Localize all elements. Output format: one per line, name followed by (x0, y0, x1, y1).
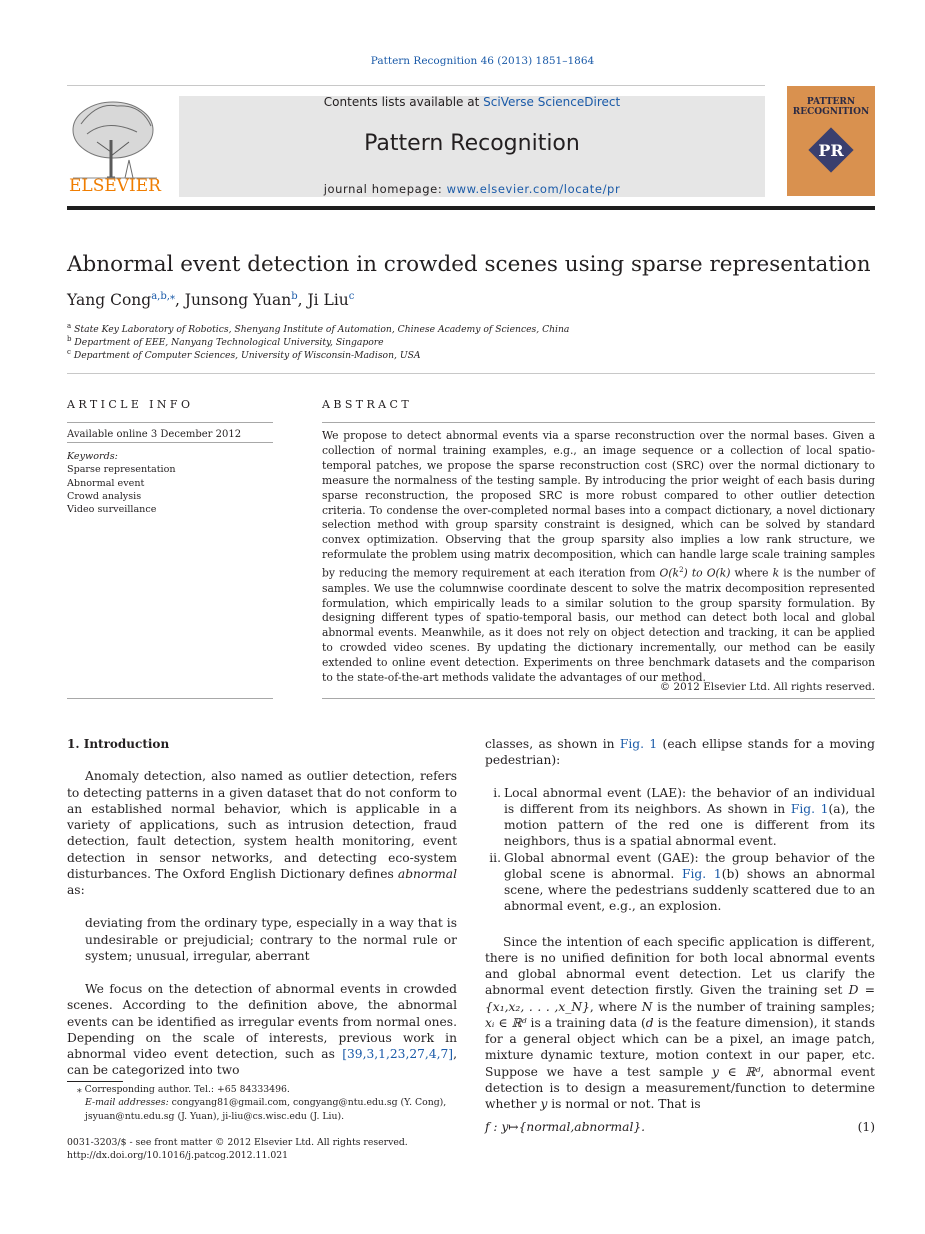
keywords-block (67, 450, 176, 516)
paragraph: Anomaly detection, also named as outlier detection, refers to detecting patterns in a given dataset that do not conform to an established normal behavior, which is applicable in a variety of applications, such as intrusion detection, fraud detection, fault detection, system health monitoring, event detection in sensor networks, and detecting eco-system disturbances. The Oxford English Dictionary defines abnormal as: (67, 769, 457, 897)
journal-cover (787, 86, 875, 196)
divider (67, 442, 273, 443)
header-divider (67, 85, 765, 86)
paragraph: classes, as shown in Fig. 1 (each ellipse stands for a moving pedestrian): (485, 737, 875, 768)
article-info-heading: ARTICLE INFO (67, 398, 194, 411)
list-number: ii. (489, 850, 501, 865)
author-list: Yang Cong$^{a,b,⁎}$, Junsong Yuan$^b$, Ji Liu$^c$ (67, 291, 355, 310)
email-addresses[interactable]: congyang81@gmail.com, congyang@ntu.edu.sg (Y. Cong), jsyuan@ntu.edu.sg (J. Yuan), ji-liu@cs.wisc.edu (J. Liu). (85, 1097, 447, 1122)
cover-emblem-icon (805, 124, 857, 176)
author-name[interactable]: Yang Cong (67, 291, 152, 310)
keyword: Sparse representation (67, 464, 176, 476)
citation-link[interactable]: [39,3,1,23,27,4,7] (342, 1047, 454, 1061)
divider (322, 698, 875, 699)
author-name[interactable]: Junsong Yuan (184, 291, 292, 310)
equation-1 (485, 1119, 875, 1135)
cover-title: PATTERN RECOGNITION (792, 97, 870, 117)
svg-text:PR: PR (818, 141, 844, 160)
paragraph: We focus on the detection of abnormal events in crowded scenes. According to the definition above, the abnormal events can be identified as irregular events from normal ones. Depending on the scale of interests, previous work in abnormal video event detection, such as [39,3,1,23,27,4,7], can be categorized into two (67, 982, 457, 1078)
divider (322, 422, 875, 423)
header-thick-rule (67, 206, 875, 210)
footnotes (67, 1083, 467, 1123)
author-name[interactable]: Ji Liu (307, 291, 349, 310)
doi-link[interactable]: http://dx.doi.org/10.1016/j.patcog.2012.11.021 (67, 1150, 289, 1162)
affiliation-divider (67, 373, 875, 374)
list-item: ii. Global abnormal event (GAE): the group behavior of the global scene is abnormal. Fig. 1(b) shows an abnormal scene, where the pedestrians suddenly scattered due to an abnormal event, e.g., an explosion. (485, 850, 875, 915)
body-column-right (485, 736, 875, 1136)
front-matter (67, 1136, 467, 1163)
homepage-line (179, 182, 765, 196)
journal-reference[interactable]: Pattern Recognition 46 (2013) 1851–1864 (370, 55, 595, 67)
section-title: 1. Introduction (67, 737, 170, 751)
body-column-left (67, 736, 457, 1079)
paper-title: Abnormal event detection in crowded scenes using sparse representation (67, 252, 871, 277)
affiliation: $^a$ State Key Laboratory of Robotics, Shenyang Institute of Automation, Chinese Academy of Sciences, China (67, 322, 570, 336)
keyword: Crowd analysis (67, 490, 142, 502)
figure-link[interactable]: Fig. 1 (790, 801, 829, 816)
author-affiliation-mark[interactable]: a,b, (151, 291, 170, 302)
publisher-name: ELSEVIER (69, 176, 161, 196)
homepage-link[interactable]: www.elsevier.com/locate/pr (446, 182, 621, 196)
author-affiliation-mark[interactable]: b (291, 291, 298, 302)
equation-body: f : y↦{normal,abnormal}. (485, 1120, 646, 1135)
corresponding-author-note: ⁎ Corresponding author. Tel.: +65 84333496. (77, 1084, 290, 1095)
journal-title: Pattern Recognition (364, 131, 580, 156)
equation-number: (1) (857, 1120, 875, 1135)
contents-prefix: Contents lists available at (323, 95, 484, 109)
elsevier-logo (67, 94, 163, 198)
affiliation: $^c$ Department of Computer Sciences, University of Wisconsin-Madison, USA (67, 348, 421, 362)
corresponding-mark[interactable]: ⁎ (169, 291, 175, 302)
keywords-label: Keywords: (67, 451, 118, 462)
contents-line (179, 95, 765, 109)
keyword: Abnormal event (67, 477, 145, 489)
divider (67, 422, 273, 423)
issn-line: 0031-3203/$ - see front matter © 2012 Elsevier Ltd. All rights reserved. (67, 1137, 408, 1148)
figure-link[interactable]: Fig. 1 (681, 866, 722, 881)
affiliation: $^b$ Department of EEE, Nanyang Technological University, Singapore (67, 335, 384, 349)
dictionary-quote: deviating from the ordinary type, especially in a way that is undesirable or prejudicial; contrary to the normal rule or system; unusual, irregular, aberrant (85, 916, 457, 963)
list-number: i. (493, 785, 501, 800)
homepage-prefix: journal homepage: (323, 182, 447, 196)
abstract-text: We propose to detect abnormal events via a sparse reconstruction over the normal bases. Given a collection of normal training examples, e.g., an image sequence or a collection of local spatio-temporal patches, we propose the sparse reconstruction cost (SRC) over the normal dictionary to measure the normalness of the testing sample. By introducing the prior weight of each basis during sparse reconstruction, the proposed SRC is more robust compared to other outlier detection criteria. To condense the over-completed normal bases into a compact dictionary, a novel dictionary selection method with group sparsity constraint is designed, which can be solved by standard convex optimization. Observing that the group sparsity also implies a low rank structure, we reformulate the problem using matrix decomposition, which can handle large scale training samples by reducing the memory requirement at each iteration from $O(k^2)$ to O(k) where k is the number of samples. We use the columnwise coordinate descent to solve the matrix decomposition represented formulation, which empirically leads to a similar solution to the group sparsity formulation. By designing different types of spatio-temporal basis, our method can detect both local and global abnormal events. Meanwhile, as it does not rely on object detection and tracking, it can be applied to crowded video scenes. By updating the dictionary incrementally, our method can be easily extended to online event detection. Experiments on three benchmark datasets and the comparison to the state-of-the-art methods validate the advantages of our method. (322, 429, 875, 685)
available-online-date: Available online 3 December 2012 (67, 429, 242, 440)
keyword: Video surveillance (67, 504, 157, 516)
figure-link[interactable]: Fig. 1 (619, 737, 658, 751)
abstract-heading: ABSTRACT (322, 398, 413, 411)
sciencedirect-link[interactable]: SciVerse ScienceDirect (483, 95, 621, 109)
list-item: i. Local abnormal event (LAE): the behavior of an individual is different from its neighbors. As shown in Fig. 1(a), the motion pattern of the red one is different from its neighbors, thus is a spatial abnormal event. (485, 785, 875, 850)
email-label: E-mail addresses: (85, 1097, 169, 1109)
footnote-rule (67, 1081, 123, 1082)
paragraph: Since the intention of each specific application is different, there is no unified definition for both local abnormal events and global abnormal event detection. Let us clarify the abnormal event detection firstly. Given the training set D = {x₁,x₂, . . . ,x_N}, where N is the number of training samples; xᵢ ∈ ℝᵈ is a training data (d is the feature dimension), it stands for a general object which can be a pixel, an image patch, mixture dynamic texture, motion context in our paper, etc. Suppose we have a test sample y ∈ ℝᵈ, abnormal event detection is to design a measurement/function to determine whether y is normal or not. That is (485, 934, 876, 1111)
author-affiliation-mark[interactable]: c (348, 291, 355, 302)
divider (67, 698, 273, 699)
copyright-notice: © 2012 Elsevier Ltd. All rights reserved. (659, 681, 875, 693)
